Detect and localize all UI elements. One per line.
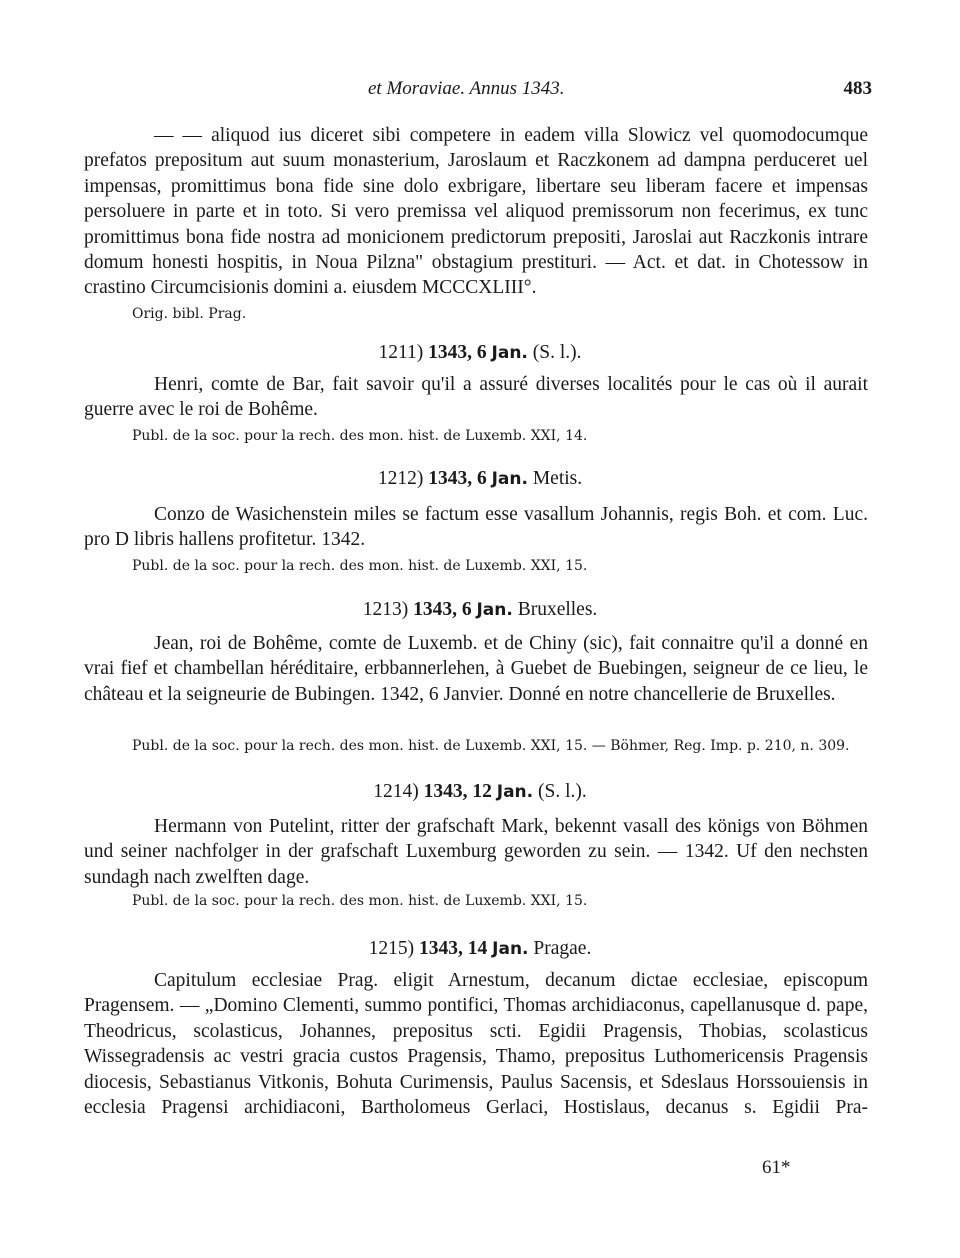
entry-place: Pragae. xyxy=(533,938,592,959)
entry-place: (S. l.). xyxy=(537,781,587,802)
page-number: 483 xyxy=(843,78,872,99)
entry-text-1214: Hermann von Putelint, ritter der grafschaft Mark, bekennt vasall des königs von Böhmen und seiner nachfolger in der grafschaft Luxemburg geworden zu sein. — 1342. Uf den nechsten sundagh nach zwelften dage. xyxy=(84,816,868,888)
entry-place: Bruxelles. xyxy=(517,599,598,620)
entry-heading-1214 xyxy=(0,779,960,805)
entry-heading-1213 xyxy=(0,597,960,623)
entry-date: 1343, 6 xyxy=(428,342,487,363)
entry-date: 1343, 14 xyxy=(419,938,488,959)
entry-date: 1343, 6 xyxy=(413,599,472,620)
entry-month: Jan. xyxy=(492,939,529,959)
entry-place: Metis. xyxy=(532,468,583,489)
entry-text-1211: Henri, comte de Bar, fait savoir qu'il a assuré diverses localités pour le cas où il aurait guerre avec le roi de Bohême. xyxy=(84,374,868,421)
entry-text-1215: Capitulum ecclesiae Prag. eligit Arnestum, decanum dictae ecclesiae, episcopum Pragensem. — „Domino Clementi, summo pontifici, Thomas archidiaconus, capellanusque d. pape, Theodricus, scolasticus, Johannes, prepositus scti. Egidii Pragensis, Thobias, scolasticus Wissegradensis ac vestri gracia custos Pragensis, Thamo, prepositus Luthomericensis Pragensis diocesis, Sebastianus Vitkonis, Bohuta Curimensis, Paulus Sacensis, et Sdeslaus Horssouiensis in ecclesia Pragensi archidiaconi, Bartholomeus Gerlaci, Hostislaus, decanus s. Egidii Pra- xyxy=(84,970,868,1119)
entry-number: 1211) xyxy=(378,342,424,363)
entry-number: 1214) xyxy=(373,781,419,802)
entry-heading-1211 xyxy=(0,340,960,366)
entry-number: 1213) xyxy=(362,599,409,620)
continuation-text: — — aliquod ius diceret sibi competere in eadem villa Slowicz vel quomodocumque prefatos prepositum aut suum monasterium, Jaroslaum et Raczkonem ad dampna perduceret uel impensas, promittimus bona fide sine dolo exbrigare, libertare seu liberam facere et impensas persoluere in parte et in toto. Si vero premissa vel aliquod premissorum non fecerimus, ex tunc promittimus bona fide nostra ad monicionem predictorum prepositi, Jaroslai aut Raczkonis intrare domum honesti hospitis, in Noua Pilzna" obstagium prestituri. — Act. et dat. in Chotessow in crastino Circumcisionis domini a. eiusdem MCCCXLIII°. xyxy=(84,125,868,299)
running-title: et Moraviae. Annus 1343. xyxy=(368,78,565,99)
entry-place: (S. l.). xyxy=(532,342,582,363)
entry-source-1213: Publ. de la soc. pour la rech. des mon. hist. de Luxemb. XXI, 15. — Böhmer, Reg. Imp. p. 210, n. 309. xyxy=(132,738,850,754)
entry-date: 1343, 12 xyxy=(423,781,492,802)
entry-text-1213: Jean, roi de Bohême, comte de Luxemb. et de Chiny (sic), fait connaitre qu'il a donné en vrai fief et chambellan héréditaire, erbbannerlehen, à Guebet de Buebingen, seigneur de ce lieu, le château et la seigneurie de Bubingen. 1342, 6 Janvier. Donné en notre chancellerie de Bruxelles. xyxy=(84,633,868,705)
continuation-source: Orig. bibl. Prag. xyxy=(132,306,247,322)
entry-text-1212: Conzo de Wasichenstein miles se factum esse vasallum Johannis, regis Boh. et com. Luc. pro D libris hallens profitetur. 1342. xyxy=(84,504,868,551)
entry-source-1214: Publ. de la soc. pour la rech. des mon. hist. de Luxemb. XXI, 15. xyxy=(132,893,588,909)
entry-heading-1215 xyxy=(0,936,960,962)
entry-number: 1212) xyxy=(377,468,424,489)
entry-month: Jan. xyxy=(476,600,513,620)
entry-month: Jan. xyxy=(496,782,534,802)
entry-month: Jan. xyxy=(491,343,528,363)
entry-month: Jan. xyxy=(491,469,528,489)
entry-date: 1343, 6 xyxy=(428,468,487,489)
entry-source-1212: Publ. de la soc. pour la rech. des mon. hist. de Luxemb. XXI, 15. xyxy=(132,558,588,574)
entry-number: 1215) xyxy=(368,938,415,959)
entry-source-1211: Publ. de la soc. pour la rech. des mon. hist. de Luxemb. XXI, 14. xyxy=(132,428,588,444)
signature-mark: 61* xyxy=(762,1157,791,1178)
page-header xyxy=(84,78,872,106)
entry-heading-1212 xyxy=(0,466,960,492)
